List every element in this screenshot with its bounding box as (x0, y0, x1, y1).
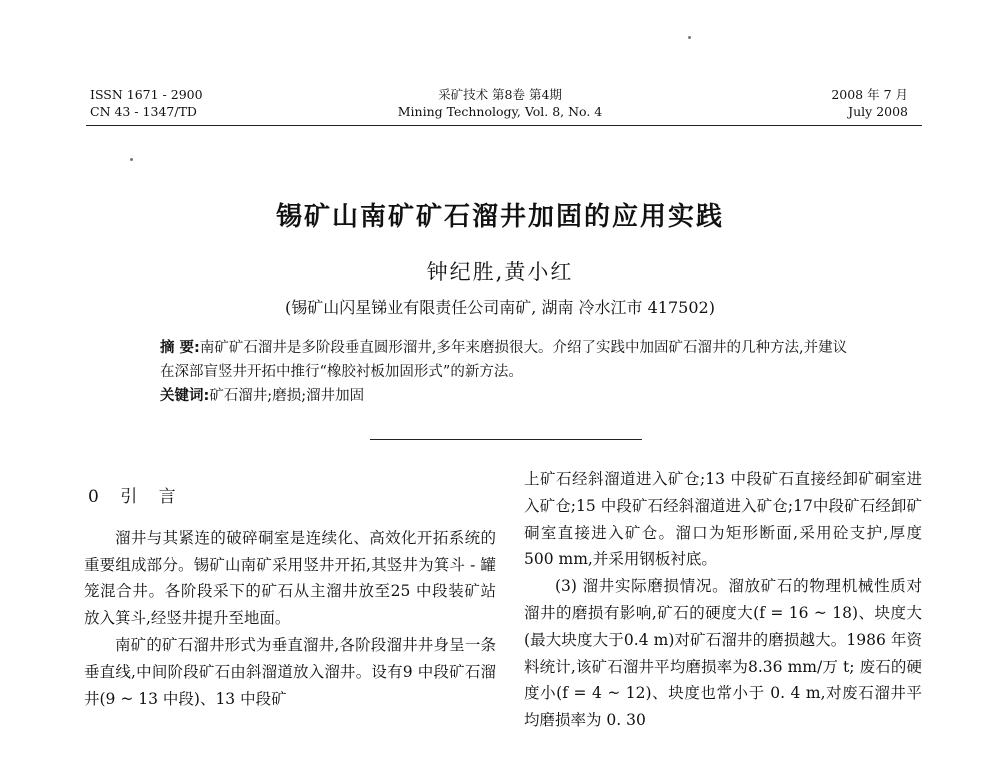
keywords-text: 矿石溜井;磨损;溜井加固 (209, 388, 365, 404)
body-paragraph: (3) 溜井实际磨损情况。溜放矿石的物理机械性质对溜井的磨损有影响,矿石的硬度大(f = 16 ~ 18)、块度大(最大块度大于0.4 m)对矿石溜井的磨损越大。1986 年资料统计,该矿石溜井平均磨损率为8.36 mm/万 t; 废石的硬度小(f = 4 ~ 12)、块度也常小于 0. 4 m,对废石溜井平均磨损率为 0. 30 (524, 577, 922, 730)
body-paragraph: 南矿的矿石溜井形式为垂直溜井,各阶段溜井井身呈一条垂直线,中间阶段矿石由斜溜道放入溜井。设有9 中段矿石溜井(9 ~ 13 中段)、13 中段矿 (84, 635, 496, 708)
keywords (160, 384, 860, 408)
journal-name-en: Mining Technology, Vol. 8, No. 4 (397, 104, 603, 119)
section-heading-introduction: 0 引 言 (88, 487, 184, 507)
author-affiliation: (锡矿山闪星锑业有限责任公司南矿, 湖南 冷水江市 417502) (285, 298, 715, 317)
body-paragraph: 上矿石经斜溜道进入矿仓;13 中段矿石直接经卸矿硐室进入矿仓;15 中段矿石经斜溜道进入矿仓;17中段矿石经卸矿硐室直接进入矿仓。溜口为矩形断面,采用砼支护,厚度 500 mm,并采用钢板衬底。 (524, 470, 922, 569)
abstract-label: 摘 要: (160, 340, 200, 356)
abstract-divider (370, 439, 642, 440)
journal-date-block (831, 86, 908, 120)
paper-title: 锡矿山南矿矿石溜井加固的应用实践 (275, 202, 724, 232)
body-column-left (84, 474, 496, 712)
scan-speck (130, 158, 133, 161)
body-paragraph: 溜井与其紧连的破碎硐室是连续化、高效化开拓系统的重要组成部分。锡矿山南矿采用竖井开拓,其竖井为箕斗 - 罐笼混合井。各阶段采下的矿石从主溜井放至25 中段装矿站放入箕斗,经竖井提升至地面。 (84, 528, 496, 628)
abstract-block (160, 336, 860, 408)
date-cn: 2008 年 7 月 (831, 87, 908, 102)
paper-authors: 钟纪胜,黄小红 (426, 260, 574, 284)
keywords-label: 关键词: (160, 388, 210, 404)
cn-line: CN 43 - 1347/TD (90, 104, 197, 119)
date-en: July 2008 (848, 104, 908, 119)
journal-name-cn: 采矿技术 第8卷 第4期 (438, 87, 562, 102)
abstract-text: 南矿矿石溜井是多阶段垂直圆形溜井,多年来磨损很大。介绍了实践中加固矿石溜井的几种方法,并建议在深部盲竖井开拓中推行“橡胶衬板加固形式”的新方法。 (160, 340, 848, 380)
header-divider (86, 125, 922, 126)
issn-line: ISSN 1671 - 2900 (90, 87, 203, 102)
body-column-right (524, 466, 922, 734)
abstract (160, 336, 860, 384)
scan-speck (688, 36, 691, 39)
